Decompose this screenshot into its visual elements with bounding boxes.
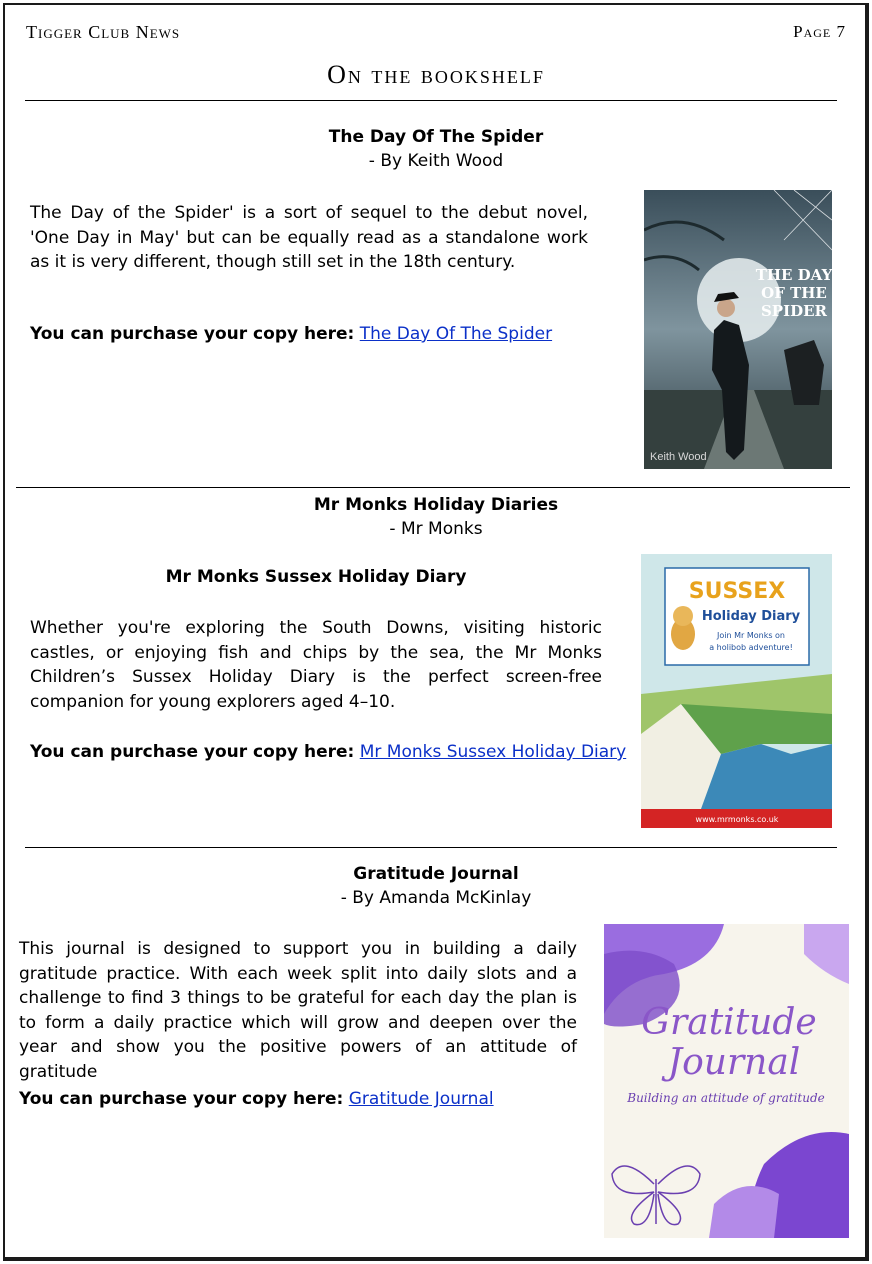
purchase-link[interactable]: The Day Of The Spider bbox=[359, 324, 553, 344]
cover-tagline-line: Join Mr Monks on bbox=[717, 631, 785, 640]
page-number: Page 7 bbox=[793, 22, 846, 41]
cover-title-line: Journal bbox=[667, 1042, 801, 1083]
book-divider bbox=[16, 487, 850, 488]
purchase-line bbox=[19, 1089, 494, 1109]
book-author: - Mr Monks bbox=[389, 519, 483, 539]
newsletter-title: Tigger Club News bbox=[26, 22, 181, 42]
book-divider bbox=[25, 847, 837, 848]
purchase-line bbox=[30, 324, 552, 344]
section-divider bbox=[25, 100, 837, 101]
purchase-link[interactable]: Mr Monks Sussex Holiday Diary bbox=[359, 742, 627, 762]
cover-tagline-line: a holibob adventure! bbox=[709, 643, 793, 652]
cover-title-line: Gratitude bbox=[641, 1002, 817, 1043]
cover-url: www.mrmonks.co.uk bbox=[695, 815, 779, 824]
cover-title-line: THE DAY bbox=[755, 266, 832, 284]
purchase-line bbox=[30, 742, 626, 762]
book-title: Gratitude Journal bbox=[353, 864, 519, 884]
book-cover bbox=[641, 554, 832, 828]
purchase-label: You can purchase your copy here: bbox=[30, 324, 355, 344]
cover-title-line: OF THE bbox=[761, 284, 827, 302]
book-author: - By Amanda McKinlay bbox=[340, 888, 532, 908]
cover-title-line: SPIDER bbox=[760, 302, 828, 320]
cover-tagline: Building an attitude of gratitude bbox=[627, 1091, 825, 1105]
purchase-link[interactable]: Gratitude Journal bbox=[348, 1089, 494, 1109]
book-author: - By Keith Wood bbox=[368, 151, 504, 171]
purchase-label: You can purchase your copy here: bbox=[30, 742, 355, 762]
section-title: On the bookshelf bbox=[327, 60, 545, 89]
book-subtitle: Mr Monks Sussex Holiday Diary bbox=[165, 567, 467, 587]
book-description: The Day of the Spider' is a sort of sequel to the debut novel, 'One Day in May' but can be equally read as a standalone work as it is very different, though still set in the 18th century. bbox=[30, 203, 588, 272]
book-description: Whether you're exploring the South Downs, visiting historic castles, or enjoying fish and chips by the sea, the Mr Monks Children’s Sussex Holiday Diary is the perfect screen-free companion for young explorers aged 4–10. bbox=[30, 618, 602, 712]
cover-subheading: Holiday Diary bbox=[701, 609, 801, 624]
book-cover bbox=[604, 924, 849, 1238]
book-title: Mr Monks Holiday Diaries bbox=[313, 495, 559, 515]
cover-author: Keith Wood bbox=[650, 451, 707, 463]
cover-heading: SUSSEX bbox=[688, 579, 786, 604]
purchase-label: You can purchase your copy here: bbox=[19, 1089, 344, 1109]
book-description: This journal is designed to support you in building a daily gratitude practice. With each week split into daily slots and a challenge to find 3 things to be grateful for each day the plan is to form a daily practice which will grow and deepen over the year and show you the positive powers of an attitude of gratitude bbox=[19, 939, 577, 1082]
book-cover bbox=[644, 190, 832, 469]
book-title: The Day Of The Spider bbox=[328, 127, 544, 147]
